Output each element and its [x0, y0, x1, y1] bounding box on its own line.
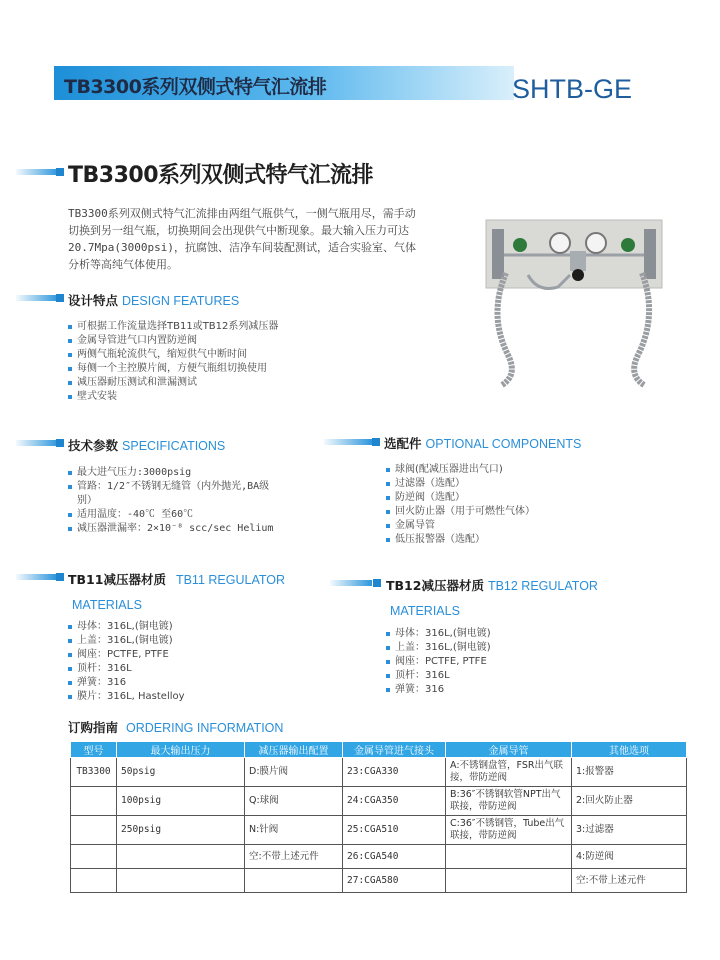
ordering-title-cn: 订购指南	[68, 720, 119, 735]
list-item: 球阀(配减压器进出气口)	[386, 463, 666, 477]
list-item: 防逆阀（选配）	[386, 491, 666, 505]
optional-accent-square	[372, 438, 380, 446]
table-cell	[117, 869, 245, 893]
list-item: 弹簧：316	[68, 676, 308, 690]
list-item: 母体：316L,(铜电镀)	[68, 620, 308, 634]
tb11-title-cn: TB11减压器材质	[68, 572, 166, 587]
table-cell: 4:防逆阀	[572, 845, 687, 869]
tb11-materials-list	[68, 620, 308, 704]
list-item: 弹簧：316	[386, 683, 626, 697]
table-cell: 空:不带上述元件	[245, 845, 343, 869]
table-cell: D:膜片阀	[245, 758, 343, 787]
list-item: 最大进气压力:3000psig	[68, 466, 278, 480]
column-header: 其他选项	[572, 742, 687, 758]
table-cell: Q:球阀	[245, 787, 343, 816]
table-row	[71, 787, 687, 816]
column-header: 型号	[71, 742, 117, 758]
list-item: 减压器泄漏率：2×10⁻⁸ scc/sec Helium	[68, 522, 278, 536]
ordering-title-en: ORDERING INFORMATION	[126, 721, 284, 735]
table-cell: 100psig	[117, 787, 245, 816]
table-cell: N:针阀	[245, 816, 343, 845]
list-item: 金属导管	[386, 519, 666, 533]
tb12-title-cn: TB12减压器材质	[386, 578, 484, 593]
specifications-heading	[68, 436, 225, 454]
title-accent-bar	[16, 169, 58, 175]
list-item: 阀座：PCTFE, PTFE	[386, 655, 626, 669]
table-cell	[71, 787, 117, 816]
table-cell	[71, 816, 117, 845]
table-cell	[71, 869, 117, 893]
optional-title-en: OPTIONAL COMPONENTS	[425, 437, 582, 451]
table-row	[71, 845, 687, 869]
list-item: 适用温度：-40℃ 至60℃	[68, 508, 278, 522]
list-item: 每侧一个主控膜片阀，方便气瓶组切换使用	[68, 362, 368, 376]
optional-components-list	[386, 463, 666, 547]
table-row	[71, 758, 687, 787]
tb12-accent-square	[373, 579, 381, 587]
tb11-heading	[68, 570, 285, 588]
list-item: 阀座：PCTFE, PTFE	[68, 648, 308, 662]
table-cell: B:36″不锈钢软管NPT出气联接，带防逆阀	[446, 787, 572, 816]
tb12-title-en: TB12 REGULATOR	[487, 579, 598, 593]
table-cell: 空:不带上述元件	[572, 869, 687, 893]
table-cell: C:36″不锈钢管，Tube出气联接，带防逆阀	[446, 816, 572, 845]
list-item: 母体：316L,(铜电镀)	[386, 627, 626, 641]
list-item: 顶杆：316L	[386, 669, 626, 683]
table-cell: A:不锈钢盘管，FSR出气联接，带防逆阀	[446, 758, 572, 787]
table-cell: 26:CGA540	[343, 845, 446, 869]
list-item: 上盖：316L,(铜电镀)	[386, 641, 626, 655]
design-features-heading	[68, 291, 239, 309]
optional-accent-bar	[324, 439, 372, 445]
table-cell: 27:CGA580	[343, 869, 446, 893]
list-item: 金属导管进气口内置防逆阀	[68, 334, 368, 348]
tb12-heading	[386, 576, 598, 594]
design-features-list	[68, 320, 368, 404]
tb12-accent-bar	[330, 580, 372, 586]
list-item: 低压报警器（选配）	[386, 533, 666, 547]
intro-paragraph: TB3300系列双侧式特气汇流排由两组气瓶供气，一侧气瓶用尽，需手动切换到另一组气瓶，切换期间会出现供气中断现象。最大输入压力可达20.7Mpa(3000psi)，抗腐蚀、洁净车间装配测试，适合实验室、气体分析等高纯气体使用。	[68, 207, 416, 271]
table-cell: 24:CGA350	[343, 787, 446, 816]
table-cell: TB3300	[71, 758, 117, 787]
header-code: SHTB-GE	[512, 74, 633, 104]
table-cell: 1:报警器	[572, 758, 687, 787]
table-row	[71, 816, 687, 845]
title-accent-square	[56, 168, 64, 176]
tb11-accent-square	[56, 573, 64, 581]
list-item: 壁式安装	[68, 390, 368, 404]
list-item: 管路：1/2″不锈钢无缝管（内外抛光,BA级别）	[68, 480, 278, 508]
tb12-title-en-line2: MATERIALS	[390, 604, 460, 618]
ordering-table	[70, 741, 687, 893]
table-cell: 2:回火防止器	[572, 787, 687, 816]
table-cell: 23:CGA330	[343, 758, 446, 787]
optional-title-cn: 选配件	[384, 436, 422, 451]
table-cell: 25:CGA510	[343, 816, 446, 845]
list-item: 膜片：316L, Hastelloy	[68, 690, 308, 704]
tb11-accent-bar	[16, 574, 56, 580]
tb11-title-en: TB11 REGULATOR	[175, 573, 286, 587]
list-item: 回火防止器（用于可燃性气体）	[386, 505, 666, 519]
list-item: 两侧气瓶轮流供气，缩短供气中断时间	[68, 348, 368, 362]
column-header: 最大输出压力	[117, 742, 245, 758]
list-item: 过滤器（选配）	[386, 477, 666, 491]
design-title-cn: 设计特点	[68, 293, 119, 308]
table-cell	[446, 869, 572, 893]
specs-accent-square	[56, 439, 64, 447]
specifications-list	[68, 466, 278, 536]
table-cell: 50psig	[117, 758, 245, 787]
specs-title-en: SPECIFICATIONS	[122, 439, 226, 453]
column-header: 金属导管进气接头	[343, 742, 446, 758]
list-item: 可根据工作流量选择TB11或TB12系列减压器	[68, 320, 368, 334]
column-header: 减压器输出配置	[245, 742, 343, 758]
page-title: TB3300系列双侧式特气汇流排	[68, 163, 374, 188]
optional-components-heading	[384, 434, 581, 452]
header-series-title: TB3300系列双侧式特气汇流排	[64, 76, 327, 98]
table-cell	[245, 869, 343, 893]
table-cell	[117, 845, 245, 869]
specs-accent-bar	[16, 440, 58, 446]
tb11-title-en-line2: MATERIALS	[72, 598, 142, 612]
table-cell: 3:过滤器	[572, 816, 687, 845]
design-title-en: DESIGN FEATURES	[122, 294, 240, 308]
table-cell: 250psig	[117, 816, 245, 845]
list-item: 减压器耐压测试和泄漏测试	[68, 376, 368, 390]
ordering-heading	[68, 718, 283, 736]
list-item: 上盖：316L,(铜电镀)	[68, 634, 308, 648]
design-accent-bar	[16, 295, 58, 301]
table-row	[71, 869, 687, 893]
tb12-materials-list	[386, 627, 626, 697]
specs-title-cn: 技术参数	[68, 438, 119, 453]
product-photo	[478, 215, 668, 390]
table-header-row	[71, 742, 687, 758]
list-item: 顶杆：316L	[68, 662, 308, 676]
column-header: 金属导管	[446, 742, 572, 758]
table-cell	[71, 845, 117, 869]
table-cell	[446, 845, 572, 869]
design-accent-square	[56, 294, 64, 302]
